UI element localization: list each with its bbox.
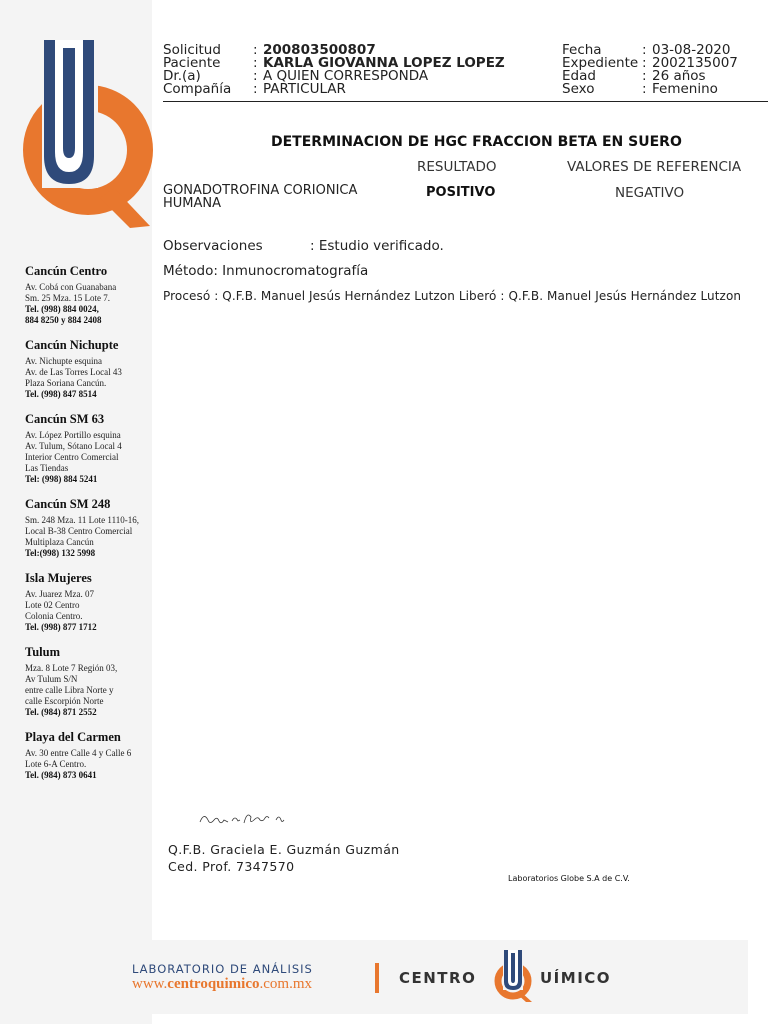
- company-name: Laboratorios Globe S.A de C.V.: [508, 874, 630, 883]
- separator: :: [642, 68, 647, 84]
- branch-address: entre calle Libra Norte y: [25, 685, 114, 695]
- metodo-line: Método: Inmunocromatografía: [163, 263, 369, 279]
- branch-address: Sm. 248 Mza. 11 Lote 1110-16,: [25, 515, 139, 525]
- separator: :: [253, 55, 258, 71]
- solicitud-label: Solicitud: [163, 42, 221, 58]
- reference-column-header: VALORES DE REFERENCIA: [567, 159, 742, 175]
- compania-label: Compañía: [163, 81, 232, 97]
- sexo-row: [562, 83, 718, 96]
- branch-cancun-nichupte: [25, 338, 150, 400]
- footer-brand-centro: CENTRO: [399, 969, 477, 987]
- footer-website: [132, 976, 312, 993]
- branch-isla-mujeres: [25, 571, 150, 633]
- separator: :: [253, 42, 258, 58]
- branch-address: Av. de Las Torres Local 43: [25, 367, 122, 377]
- branch-address: calle Escorpión Norte: [25, 696, 104, 706]
- doctor-value: A QUIEN CORRESPONDA: [263, 68, 429, 84]
- website-suffix: .com.mx: [259, 976, 312, 992]
- report-title: DETERMINACION DE HGC FRACCION BETA EN SUERO: [271, 134, 682, 150]
- expediente-value: 2002135007: [652, 55, 738, 71]
- test-name: GONADOTROFINA CORIONICA HUMANA: [163, 183, 358, 211]
- branch-list: [25, 264, 150, 793]
- branch-address: Mza. 8 Lote 7 Región 03,: [25, 663, 118, 673]
- compania-value: PARTICULAR: [263, 81, 346, 97]
- paciente-label: Paciente: [163, 55, 221, 71]
- compania-row: [163, 83, 346, 96]
- solicitud-value: 200803500807: [263, 42, 376, 58]
- branch-address: Interior Centro Comercial: [25, 452, 119, 462]
- separator: :: [642, 42, 647, 58]
- branch-address: Las Tiendas: [25, 463, 69, 473]
- signer-license: Ced. Prof. 7347570: [168, 859, 295, 874]
- expediente-label: Expediente: [562, 55, 639, 71]
- footer-brand-quimico: UÍMICO: [540, 969, 612, 987]
- fecha-value: 03-08-2020: [652, 42, 731, 58]
- branch-cancun-sm248: [25, 497, 150, 559]
- branch-phone: Tel. (998) 877 1712: [25, 622, 97, 632]
- branch-name: Cancún SM 63: [25, 412, 105, 426]
- branch-phone: Tel: (998) 884 5241: [25, 474, 98, 484]
- observaciones-label: Observaciones: [163, 238, 263, 254]
- separator: :: [642, 55, 647, 71]
- branch-address: Av. Cobá con Guanabana: [25, 282, 117, 292]
- branch-cancun-sm63: [25, 412, 150, 485]
- branch-address: Colonia Centro.: [25, 611, 83, 621]
- footer-divider: [375, 963, 379, 993]
- paciente-value: KARLA GIOVANNA LOPEZ LOPEZ: [263, 55, 505, 71]
- separator: :: [642, 81, 647, 97]
- branch-address: Plaza Soriana Cancún.: [25, 378, 107, 388]
- branch-address: Av. Nichupte esquina: [25, 356, 102, 366]
- centro-quimico-logo-icon: [22, 38, 154, 228]
- footer-lab-text: LABORATORIO DE ANÁLISIS: [132, 962, 313, 976]
- branch-phone: Tel:(998) 132 5998: [25, 548, 96, 558]
- branch-address: Multiplaza Cancún: [25, 537, 94, 547]
- branch-name: Isla Mujeres: [25, 571, 92, 585]
- observaciones-value: : Estudio verificado.: [310, 238, 444, 254]
- branch-cancun-centro: [25, 264, 150, 326]
- branch-address: Av. Juarez Mza. 07: [25, 589, 94, 599]
- branch-name: Playa del Carmen: [25, 730, 121, 744]
- branch-address: Av. López Portillo esquina: [25, 430, 121, 440]
- result-column-header: RESULTADO: [417, 159, 497, 175]
- test-result: POSITIVO: [426, 185, 496, 200]
- branch-phone: Tel. (984) 871 2552: [25, 707, 97, 717]
- sexo-label: Sexo: [562, 81, 595, 97]
- edad-label: Edad: [562, 68, 596, 84]
- branch-name: Cancún Nichupte: [25, 338, 119, 352]
- doctor-label: Dr.(a): [163, 68, 201, 84]
- branch-address: Lote 6-A Centro.: [25, 759, 87, 769]
- branch-name: Cancún SM 248: [25, 497, 111, 511]
- website-prefix: www.: [132, 976, 168, 992]
- sexo-value: Femenino: [652, 81, 718, 97]
- handwritten-signature: [198, 808, 288, 830]
- test-reference: NEGATIVO: [615, 185, 685, 201]
- branch-name: Cancún Centro: [25, 264, 108, 278]
- separator: :: [253, 81, 258, 97]
- branch-address: Local B-38 Centro Comercial: [25, 526, 133, 536]
- branch-phone: 884 8250 y 884 2408: [25, 315, 102, 325]
- branch-phone: Tel. (984) 873 0641: [25, 770, 97, 780]
- signer-name: Q.F.B. Graciela E. Guzmán Guzmán: [168, 842, 400, 857]
- branch-phone: Tel. (998) 847 8514: [25, 389, 97, 399]
- edad-value: 26 años: [652, 68, 706, 84]
- branch-address: Av. Tulum, Sótano Local 4: [25, 441, 122, 451]
- branch-address: Sm. 25 Mza. 15 Lote 7.: [25, 293, 110, 303]
- branch-playa-del-carmen: [25, 730, 150, 781]
- branch-name: Tulum: [25, 645, 60, 659]
- branch-phone: Tel. (998) 884 0024,: [25, 304, 99, 314]
- separator: :: [253, 68, 258, 84]
- branch-tulum: [25, 645, 150, 718]
- branch-address: Av Tulum S/N: [25, 674, 78, 684]
- fecha-label: Fecha: [562, 42, 602, 58]
- website-domain: centroquimico: [167, 976, 260, 992]
- branch-address: Lote 02 Centro: [25, 600, 80, 610]
- branch-address: Av. 30 entre Calle 4 y Calle 6: [25, 748, 132, 758]
- patient-header: [163, 42, 768, 102]
- centro-quimico-small-logo-icon: [490, 948, 536, 1002]
- proceso-line: Procesó : Q.F.B. Manuel Jesús Hernández Lutzon Liberó : Q.F.B. Manuel Jesús Hernández Lutzon: [163, 289, 742, 303]
